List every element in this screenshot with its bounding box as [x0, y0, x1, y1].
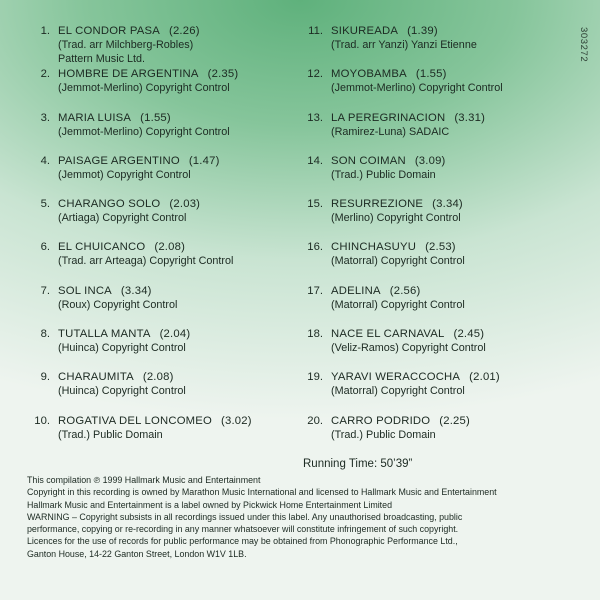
track-title: LA PEREGRINACION: [331, 111, 446, 124]
track-credit: (Jemmot-Merlino) Copyright Control: [58, 82, 230, 95]
track-title: EL CONDOR PASA: [58, 25, 160, 37]
track-item: [303, 24, 573, 67]
track-item: [303, 327, 573, 370]
address-line: Ganton House, 14-22 Ganton Street, London W1V 1LB.: [27, 548, 247, 559]
track-number: 11.: [308, 25, 323, 37]
track-number: 9.: [40, 371, 50, 384]
track-title: SOL INCA: [58, 284, 112, 297]
track-duration: (3.34): [120, 284, 152, 297]
track-item: [303, 370, 573, 413]
track-item: [30, 240, 295, 283]
track-title: CHINCHASUYU: [331, 241, 417, 254]
compilation-line: This compilation ℗ 1999 Hallmark Music and Entertainment: [27, 475, 261, 485]
licence-line: Licences for the use of records for public performance may be obtained from Phonographic Performance Ltd.,: [27, 536, 458, 547]
running-time: Running Time: 50’39”: [303, 458, 413, 470]
tracklist-right: [303, 24, 573, 457]
track-duration: (1.47): [188, 154, 220, 167]
track-title: ROGATIVA DEL LONCOMEO: [58, 414, 213, 427]
track-duration: (2.08): [142, 371, 174, 384]
track-credit: (Roux) Copyright Control: [58, 298, 178, 311]
track-item: [303, 154, 573, 197]
track-number: 4.: [40, 154, 50, 167]
track-item: [303, 284, 573, 327]
track-credit: (Trad. arr Yanzi) Yanzi Etienne: [331, 39, 477, 51]
warning-line: performance, copying or re-recording in any manner whatsoever will constitute infringement of such copyright.: [27, 524, 459, 535]
track-duration: (2.03): [169, 198, 201, 211]
track-item: [303, 414, 573, 457]
track-credit: (Jemmot-Merlino) Copyright Control: [331, 82, 503, 95]
track-item: [30, 111, 295, 154]
track-duration: (3.34): [432, 198, 463, 211]
track-credit: (Trad. arr Arteaga) Copyright Control: [58, 255, 234, 268]
track-item: [30, 197, 295, 240]
track-title: SON COIMAN: [331, 154, 406, 167]
track-number: 1.: [40, 25, 50, 37]
track-credit: (Merlino) Copyright Control: [331, 212, 461, 225]
track-number: 7.: [40, 284, 50, 297]
track-title: RESURREZIONE: [331, 198, 424, 211]
track-duration: (3.02): [221, 414, 252, 427]
track-credit: (Matorral) Copyright Control: [331, 385, 465, 398]
track-number: 17.: [307, 284, 323, 297]
track-title: PAISAGE ARGENTINO: [58, 154, 180, 167]
copyright-notice: [27, 474, 572, 560]
track-credit: (Trad.) Public Domain: [331, 168, 436, 181]
track-number: 3.: [40, 111, 50, 124]
track-number: 14.: [307, 154, 323, 167]
track-credit: (Artiaga) Copyright Control: [58, 212, 187, 225]
track-number: 12.: [307, 68, 323, 81]
track-credit: (Jemmot-Merlino) Copyright Control: [58, 125, 230, 138]
track-credit: (Jemmot) Copyright Control: [58, 168, 191, 181]
track-credit: (Matorral) Copyright Control: [331, 298, 465, 311]
catalog-number: 303272: [578, 27, 589, 63]
track-duration: (2.08): [154, 241, 186, 254]
track-title: NACE EL CARNAVAL: [331, 328, 445, 341]
track-publisher: Pattern Music Ltd.: [58, 53, 146, 65]
track-item: [30, 414, 295, 457]
track-item: [30, 67, 295, 110]
track-duration: (1.55): [140, 111, 171, 124]
track-credit: (Ramirez-Luna) SADAIC: [331, 125, 450, 138]
track-duration: (2.35): [207, 68, 239, 81]
track-number: 20.: [307, 414, 323, 427]
track-item: [30, 284, 295, 327]
track-item: [30, 154, 295, 197]
label-owner-line: Hallmark Music and Entertainment is a label owned by Pickwick Home Entertainment Limited: [27, 499, 393, 510]
track-title: TUTALLA MANTA: [58, 328, 151, 341]
track-item: [303, 240, 573, 283]
track-title: EL CHUICANCO: [58, 241, 146, 254]
track-duration: (2.26): [168, 25, 200, 37]
track-item: [30, 370, 295, 413]
track-title: MARIA LUISA: [58, 111, 132, 124]
track-title: YARAVI WERACCOCHA: [331, 371, 461, 384]
track-duration: (2.53): [425, 241, 456, 254]
track-duration: (2.01): [469, 371, 500, 384]
track-title: CARRO PODRIDO: [331, 414, 431, 427]
track-duration: (2.04): [159, 328, 191, 341]
track-number: 10.: [34, 414, 50, 427]
track-number: 2.: [40, 68, 50, 81]
copyright-line: Copyright in this recording is owned by Marathon Music International and licensed to Hallmark Music and Entertainment: [27, 487, 497, 498]
track-number: 15.: [307, 198, 323, 211]
track-title: MOYOBAMBA: [331, 68, 407, 81]
track-number: 8.: [40, 328, 50, 341]
track-number: 18.: [307, 328, 323, 341]
track-credit: (Matorral) Copyright Control: [331, 255, 465, 268]
track-number: 19.: [307, 371, 323, 384]
track-duration: (2.45): [453, 328, 485, 341]
warning-line: WARNING – Copyright subsists in all recordings issued under this label. Any unauthorised broadcasting, public: [27, 511, 463, 522]
track-number: 6.: [40, 241, 50, 254]
track-number: 13.: [307, 111, 323, 124]
track-title: ADELINA: [331, 284, 381, 297]
track-credit: (Huinca) Copyright Control: [58, 342, 186, 355]
track-number: 16.: [307, 241, 323, 254]
track-item: [303, 111, 573, 154]
track-title: CHARAUMITA: [58, 371, 134, 384]
track-number: 5.: [40, 198, 50, 211]
track-credit: (Huinca) Copyright Control: [58, 385, 186, 398]
track-credit: (Trad.) Public Domain: [58, 428, 163, 441]
track-duration: (1.39): [407, 25, 438, 37]
track-credit: (Trad. arr Milchberg-Robles): [58, 39, 194, 51]
track-credit: (Veliz-Ramos) Copyright Control: [331, 342, 486, 355]
track-item: [30, 327, 295, 370]
track-title: CHARANGO SOLO: [58, 198, 161, 211]
track-credit: (Trad.) Public Domain: [331, 428, 436, 441]
track-title: SIKUREADA: [331, 25, 399, 37]
track-duration: (2.25): [439, 414, 470, 427]
track-item: [303, 67, 573, 110]
track-duration: (2.56): [389, 284, 421, 297]
track-item: [30, 24, 295, 67]
track-duration: (3.31): [454, 111, 486, 124]
track-title: HOMBRE DE ARGENTINA: [58, 68, 199, 81]
track-duration: (1.55): [415, 68, 447, 81]
track-duration: (3.09): [414, 154, 446, 167]
tracklist-left: [30, 24, 295, 457]
track-item: [303, 197, 573, 240]
